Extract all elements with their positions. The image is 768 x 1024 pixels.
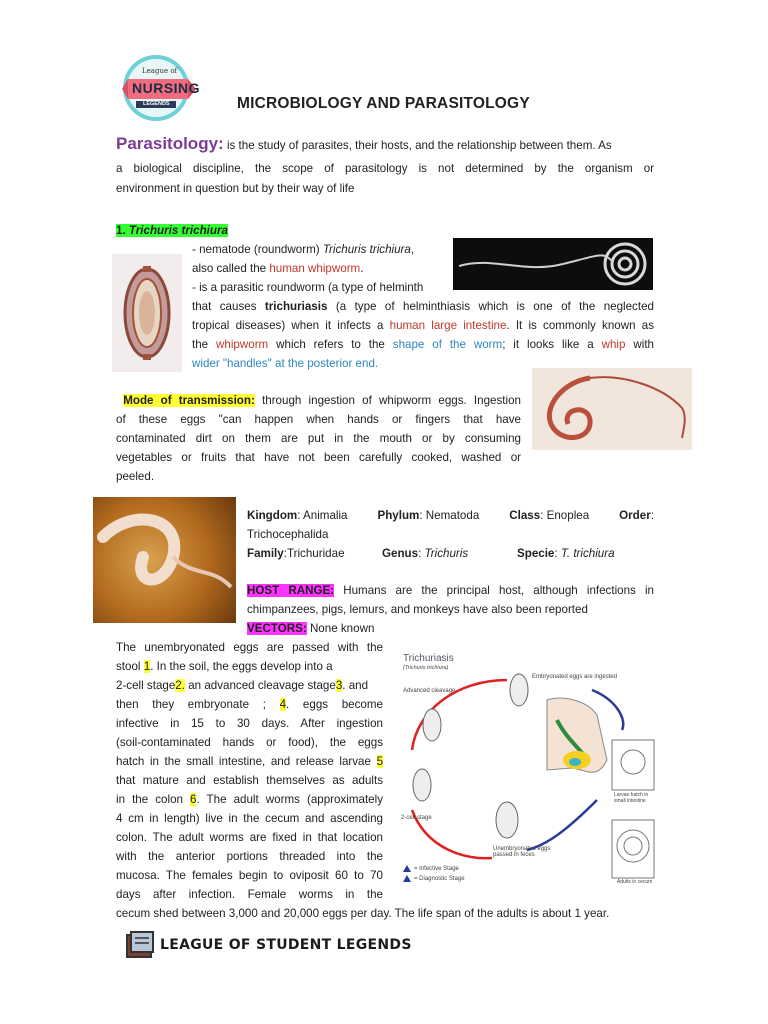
desc-line-6b: whipworm [216,338,269,351]
transmission-label: Mode of transmission: [123,394,255,407]
lifecycle-line-2b: . In the soil, the eggs develop into a [150,660,333,673]
lifecycle-line-12: with the anterior portions threaded into the [116,850,383,863]
order-value: Trichocephalida [247,528,329,541]
lifecycle-line-3c: . and [342,679,369,692]
specie-value: T. trichiura [560,547,615,560]
lifecycle-line-6: (soil-contaminated hands or food), the eggs [116,736,383,749]
class-value: : Enoplea [540,509,590,522]
taxonomy-block [247,506,654,563]
transmission-line-5: peeled. [116,470,155,483]
whipworm-specimen-image [532,368,692,450]
trichuriasis-lifecycle-diagram [397,650,657,888]
lifecycle-line-8: that mature and establish themselves as adults [116,774,383,787]
logo-line-3: LEGENDS [143,101,170,107]
vectors-label: VECTORS: [247,622,307,635]
genus-label: Genus [382,547,419,560]
phylum-label: Phylum [377,509,420,522]
lifecycle-line-3a: 2-cell stage [116,679,176,692]
stage-6-label: Adults in cecum [617,879,653,885]
step-2-marker: 2. [175,679,185,692]
section-name: Trichuris trichiura [128,224,228,237]
host-range-line-2: chimpanzees, pigs, lemurs, and monkeys have also been reported [247,603,588,616]
host-range-label: HOST RANGE: [247,584,335,597]
transmission-line-1: through ingestion of whipworm eggs. Ingestion [262,394,521,407]
desc-line-3: - is a parasitic roundworm (a type of helminth [192,281,424,294]
order-label: Order [619,509,651,522]
step-6-marker: 6 [190,793,197,806]
family-value: :Trichuridae [283,547,345,560]
vectors-value: None known [309,622,375,635]
desc-line-4a: that causes [192,300,257,313]
transmission-line-4: vegetables or fruits that have not been carefully cooked, washed or [116,451,521,464]
specie-label: Specie [517,547,555,560]
stage-5-label: Larvae hatch in small intestine [614,792,649,804]
lifecycle-line-9b: . The adult worms (approximately [196,793,383,806]
transmission-line-3: contaminated dirt on them are put in the mouth or by consuming [116,432,521,445]
step-5-marker: 5 [376,755,384,768]
intro-line-2: a biological discipline, the scope of parasitology is not determined by the organism or [116,162,654,175]
desc-line-2b: human whipworm [269,262,361,275]
intro-paragraph [116,134,654,198]
stage-1-label: Unembryonated eggs passed in feces [493,846,551,858]
family-label: Family [247,547,284,560]
intro-line-1: is the study of parasites, their hosts, and the relationship between them. As [226,139,612,152]
desc-line-1a: - nematode (roundworm) [192,243,320,256]
desc-line-6e: ; it looks like a [502,338,594,351]
lifecycle-line-13: mucosa. The females begin to oviposit 60 to 70 [116,869,383,882]
desc-line-1b: Trichuris trichiura [322,243,411,256]
phylum-value: : Nematoda [419,509,480,522]
description-top: - nematode (roundworm) Trichuris trichiura, also called the human whipworm. - is a parasitic roundworm (a type of helminth [192,240,447,297]
stage-2-label: 2-cell stage [401,815,432,821]
class-label: Class [509,509,541,522]
desc-line-6d: shape of the worm [392,338,503,351]
host-range-line-1: Humans are the principal host, although infections in [343,584,655,597]
parasitology-term: Parasitology: [116,134,224,153]
desc-line-7: wider "handles" at the posterior end. [192,357,379,370]
desc-line-2c: . [360,262,364,275]
lifecycle-line-1: The unembryonated eggs are passed with the [116,641,383,654]
whipworm-egg-image [112,254,182,372]
kingdom-value: : Animalia [297,509,348,522]
lifecycle-line-7a: hatch in the small intestine, and release larvae [116,755,371,768]
nursing-legends-logo [120,55,201,121]
desc-line-6f: whip [601,338,626,351]
desc-line-5b: human large intestine [389,319,507,332]
whipworm-microscope-image [453,238,653,290]
page-title: MICROBIOLOGY AND PARASITOLOGY [237,95,530,112]
desc-line-4b: trichuriasis [264,300,328,313]
intro-line-3: environment in question but by their way of life [116,182,355,195]
logo-line-2: NURSING [132,80,201,96]
lifecycle-paragraph [116,638,383,904]
diagram-subtitle: (Trichuris trichiura) [403,665,449,671]
genus-value: Trichuris [424,547,469,560]
lifecycle-line-2a: stool [116,660,141,673]
diagram-title: Trichuriasis [403,653,454,664]
lifecycle-line-5: infective in 15 to 30 days. After ingestion [116,717,383,730]
lifecycle-line-9a: in the colon [116,793,183,806]
section-number: 1. [116,224,126,237]
desc-line-5c: . It is commonly known as [506,319,654,332]
section-heading [116,221,228,240]
legend-infective: = Infective Stage [414,866,459,872]
host-range-paragraph [247,581,654,638]
lifecycle-line-4b: . eggs become [286,698,383,711]
lifecycle-line-14: days after infection. Female worms in the [116,888,383,901]
order-colon: : [650,509,654,522]
specie-colon: : [554,547,558,560]
lifecycle-line-4a: then they embryonate ; [116,698,266,711]
desc-line-6c: which refers to the [276,338,385,351]
step-1-marker: 1 [143,660,151,673]
footer-logo [124,928,412,962]
desc-line-4c: (a type of helminthiasis which is one of the neglected [335,300,654,313]
lifecycle-line-15: cecum shed between 3,000 and 20,000 eggs per day. The life span of the adults is about 1 year. [116,907,610,920]
genus-colon: : [418,547,422,560]
footer-text: LEAGUE OF STUDENT LEGENDS [160,937,412,953]
stage-3-label: Advanced cleavage [403,688,456,694]
logo-line-1: League of [142,67,178,75]
lifecycle-line-10: 4 cm in length) live in the cecum and ascending [116,812,383,825]
lifecycle-line-3b: an advanced cleavage stage [188,679,336,692]
book-icon [124,929,156,961]
description-bottom [192,297,654,373]
desc-line-6a: the [192,338,209,351]
step-4-marker: 4 [279,698,287,711]
intestine-worm-photo [93,497,236,623]
desc-line-2a: also called the [192,262,267,275]
lifecycle-line-11: colon. The adult worms are fixed in that location [116,831,383,844]
transmission-line-2: of these eggs "can happen when hands or fingers that have [116,413,521,426]
step-3-marker: 3 [335,679,343,692]
kingdom-label: Kingdom [247,509,298,522]
transmission-paragraph [116,391,521,486]
legend-diagnostic: = Diagnostic Stage [414,876,465,882]
desc-line-6g: with [633,338,654,351]
desc-line-5a: tropical diseases) when it infects a [192,319,384,332]
stage-4-label: Embryonated eggs are ingested [532,674,618,680]
